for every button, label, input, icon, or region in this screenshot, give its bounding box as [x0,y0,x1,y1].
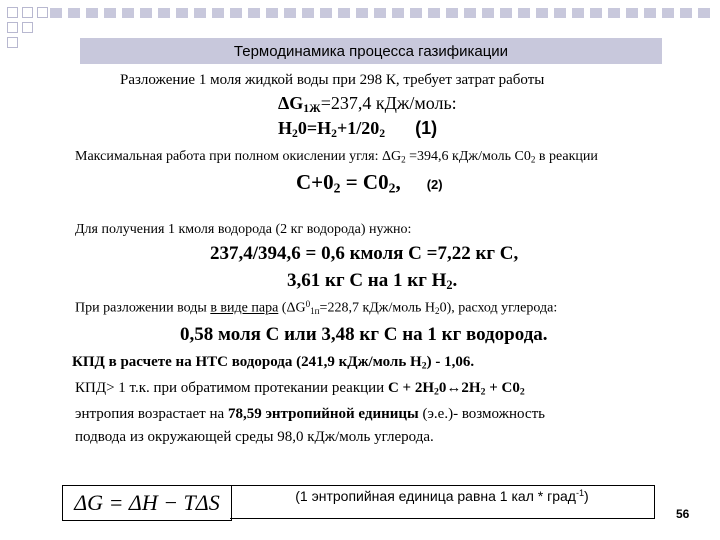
max-work-mid: =394,6 кДж/моль С0 [405,149,531,164]
calc2-sub: 2 [446,278,453,293]
calc2-a: 3,61 кг С на 1 кг Н [287,270,447,291]
steam-d: 0), расход углерода: [439,300,558,316]
note-sup: -1 [575,488,585,498]
eq1-number: (1) [415,118,438,138]
eq1-h: H [278,118,293,138]
result-line: 0,58 моля С или 3,48 кг С на 1 кг водорода. [180,324,548,345]
kpd2-sub2: 2 [480,386,486,398]
kpd-line-1 [72,354,474,371]
calc-line-1: 237,4/394,6 = 0,6 кмоля С =7,22 кг С, [210,243,519,264]
delta-g-symbol: ΔG [278,93,304,113]
eq1-sub1: 2 [292,126,298,140]
note-b: ) [584,488,589,504]
entropy-a: энтропия возрастает на [75,406,228,422]
eq1-mid: 0=H [297,118,332,138]
steam-c: =228,7 кДж/моль H [319,300,436,316]
delta-g-sub: 1Ж [303,101,321,115]
equation-1 [278,118,437,140]
eq2-sub1: 2 [333,180,341,196]
kpd1-sub: 2 [421,360,427,372]
steam-a: При разложении воды [75,300,211,316]
kpd2-b1: С + 2Н [387,380,435,396]
kpd2-sub3: 2 [519,386,525,398]
eq2-b: = C0 [340,170,389,194]
hydrogen-need-text: Для получения 1 кмоля водорода (2 кг водорода) нужно: [75,222,412,237]
kpd-line-2 [75,380,525,397]
supply-line: подвода из окружающей среды 98,0 кДж/моль углерода. [75,429,434,445]
steam-text [75,299,557,317]
delta-g-value: =237,4 кДж/моль: [320,93,457,113]
eq1-sub3: 2 [379,126,386,140]
max-work-sub2: 2 [530,154,536,165]
max-work-pre: Максимальная работа при полном окислении угля: ΔG [75,149,402,164]
page-number: 56 [676,507,690,521]
entropy-line [75,406,545,423]
max-work-sub: 2 [401,154,406,165]
slide-title: Термодинамика процесса газификации [80,38,662,64]
calc-line-2 [287,270,457,293]
entropy-c: (э.е.)- возможность [418,406,545,422]
kpd1-b: ) - 1,06. [426,354,475,370]
gibbs-formula: ΔG = ΔH − TΔS [62,485,232,521]
eq2-a: C+0 [296,170,334,194]
entropy-unit-note [230,485,655,519]
max-work-post: в реакции [535,149,598,164]
decomposition-text: Разложение 1 моля жидкой воды при 298 К, требует затрат работы [120,72,545,88]
eq1-plus: +1/20 [336,118,380,138]
eq2-sub2: 2 [388,180,396,196]
delta-g-line [278,93,457,115]
kpd2-b3: + С0 [485,380,520,396]
max-work-text [75,149,598,165]
steam-b: (ΔG [278,300,306,316]
steam-underlined: в виде пара [210,300,279,316]
steam-sup: 0 [305,299,311,309]
kpd2-sub1: 2 [434,386,439,398]
steam-sub: 1п [310,305,320,316]
entropy-b: 78,59 энтропийной единицы [227,406,419,422]
kpd2-b2: 0↔2Н [438,380,481,396]
eq2-c: , [395,170,401,194]
note-a: (1 энтропийная единица равна 1 кал * град [295,488,576,504]
equation-2 [296,170,443,196]
kpd2-a: КПД> 1 т.к. при обратимом протекании реакции [75,380,388,396]
steam-sub2: 2 [435,305,440,316]
eq2-number: (2) [426,177,443,192]
kpd1-a: КПД в расчете на НТС водорода (241,9 кДж/моль Н [72,354,422,370]
calc2-b: . [452,270,458,291]
eq1-sub2: 2 [331,126,337,140]
